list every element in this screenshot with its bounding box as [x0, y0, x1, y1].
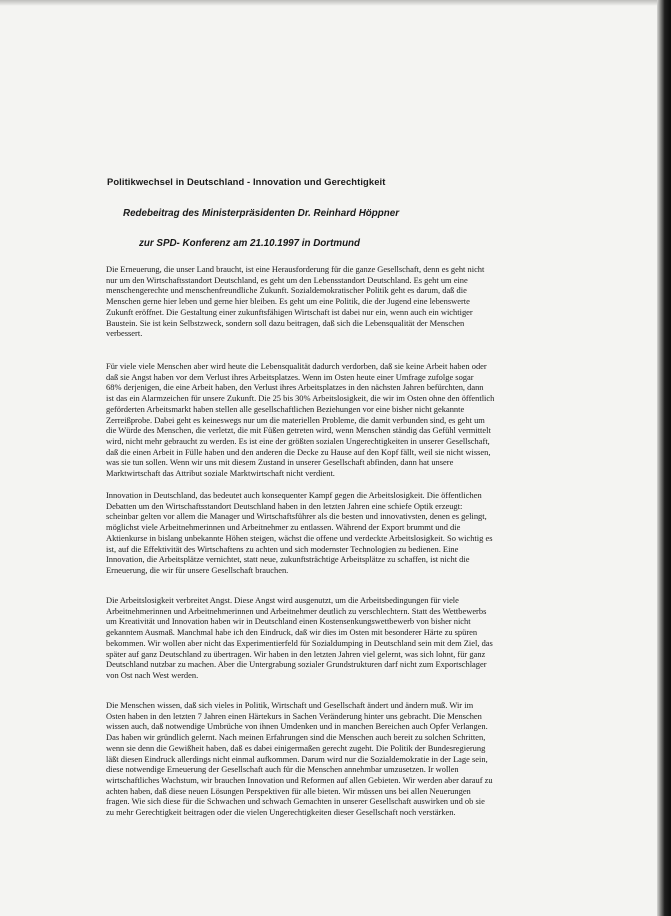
text-line: bekommen. Wir wollen aber nicht das Experimentierfeld für Sozialdumping in Deutschland sein mit dem Ziel, das [106, 637, 493, 648]
document-heading: Politikwechsel in Deutschland - Innovation und Gerechtigkeit [107, 176, 386, 187]
text-line: läßt diesen Eindruck allerdings nicht einmal aufkommen. Darum wird nur die Sozialdemokratie in der Lage sein, [106, 753, 488, 764]
text-line: wenn sie denn die Gewißheit haben, daß es dabei einigermaßen gerecht zugeht. Die Politik der Bundesregierung [106, 742, 486, 753]
text-line: wirtschaftliches Wachstum, wir brauchen Innovation und Reformen auf allen Gebieten. Wir werden aber darauf zu [106, 774, 493, 785]
text-line: Baustein. Sie ist kein Selbstzweck, sondern soll dazu beitragen, daß sich die Lebensqualität der Menschen [106, 317, 465, 328]
text-line: Erneuerung, die wir für unsere Gesellschaft brauchen. [106, 564, 289, 575]
text-line: geförderten Arbeitsmarkt haben stellen alle gesellschaftlichen Beziehungen vor eine bisher nicht gekannte [106, 403, 465, 414]
paragraph-5 [106, 700, 646, 818]
paragraph-4 [106, 595, 646, 681]
text-line: Debatten um den Wirtschaftsstandort Deutschland haben in den letzten Jahren eine schiefe Optik erzeugt: [106, 500, 463, 511]
text-line: Innovation in Deutschland, das bedeutet auch konsequenter Kampf gegen die Arbeitslosigkeit. Die öffentlichen [106, 490, 482, 500]
text-line: ist, auf die Effektivität des Wirtschaftens zu achten und sich modernster Technologien zu bedienen. Eine [106, 543, 459, 554]
text-line: gekanntem Ausmaß. Manchmal habe ich den Eindruck, daß wir dies im Osten mit besonderer Härte zu spüren [106, 627, 478, 638]
text-line: verbessert. [106, 328, 143, 339]
text-line: Die Arbeitslosigkeit verbreitet Angst. Diese Angst wird ausgenutzt, um die Arbeitsbedingungen für viele [106, 595, 459, 605]
text-line: Innovation, die Arbeitsplätze vernichtet, statt neue, zukunftsträchtige Arbeitsplätze zu schaffen, ist nicht die [106, 554, 470, 565]
text-line: wissen auch, daß notwendige Umbrüche von ihnen Umdenken und in manchen Bereichen auch Opfer Verlangen. [106, 721, 488, 732]
text-line: um Kreativität und Innovation haben wir in Deutschland einen Kostensenkungswettbewerb von bisher nicht [106, 616, 471, 627]
paragraph-3 [106, 490, 646, 576]
text-line: Zerreißprobe. Dabei geht es keineswegs nur um die materiellen Probleme, die damit verbunden sind, es geht um [106, 414, 485, 425]
text-line: wird, nicht mehr gebraucht zu werden. Es ist eine der größten sozialen Ungerechtigkeiten in unserer Gesellschaft, [106, 435, 490, 446]
text-line: möglichst viele Arbeitnehmerinnen und Arbeitnehmer zu entlassen. Während der Export brummt und die [106, 522, 461, 533]
text-line: Die Erneuerung, die unser Land braucht, ist eine Herausforderung für die ganze Gesellschaft, denn es geht nicht [106, 264, 485, 274]
text-line: menschengerechte und menschenfreundliche Zukunft. Sozialdemokratischer Politik geht es darum, daß die [106, 285, 467, 296]
text-line: Zukunft eröffnet. Die Gestaltung einer zukunftsfähigen Wirtschaft ist dabei nur ein, wenn auch ein wichtiger [106, 306, 473, 317]
text-line: diese notwendige Erneuerung der Gesellschaft auch für die Menschen annehmbar umzusetzen. Ir wollen [106, 764, 459, 775]
conference-subtitle: zur SPD- Konferenz am 21.10.1997 in Dortmund [139, 238, 361, 249]
text-line: scheinbar gelten vor allem die Manager und Wirtschaftsführer als die besten und innovativsten, denen es gelingt, [106, 511, 487, 522]
scan-right-edge [657, 0, 671, 916]
text-line: später auf ganz Deutschland zu übertragen. Wir haben in den letzten Jahren viel gelernt, was sich lohnt, für ganz [106, 648, 486, 659]
text-line: nur um den Wirtschaftsstandort Deutschland, es geht um den Lebensstandort Deutschland. Es geht um eine [106, 274, 468, 285]
text-line: fragen. Wie sich diese für die Schwachen und schwach Gemachten in unserer Gesellschaft auswirken und ob sie [106, 796, 485, 807]
text-line: daß die einen Arbeit in Fülle haben und den anderen die Decke zu Hause auf den Kopf fällt, weil sie nicht wissen, [106, 446, 491, 457]
text-line: achten haben, daß diese neuen Lösungen Perspektiven für alle bieten. Wir müssen uns bei allen Neuerungen [106, 785, 471, 796]
text-line: Osten haben in den letzten 7 Jahren einen Härtekurs in Sachen Veränderung hinter uns gebracht. Die Menschen [106, 710, 482, 721]
text-line: von Ost nach West werden. [106, 669, 199, 680]
text-line: Marktwirtschaft das Attribut soziale Marktwirtschaft nicht verdient. [106, 468, 335, 479]
text-line: Die Menschen wissen, daß sich vieles in Politik, Wirtschaft und Gesellschaft ändert und ändern muß. Wir im [106, 700, 474, 710]
text-line: zu mehr Gerechtigkeit beitragen oder die vielen Ungerechtigkeiten dieser Gesellschaft noch verstärken. [106, 807, 456, 818]
text-line: die Würde des Menschen, die verletzt, die mit Füßen getreten wird, wenn Menschen ständig das Gefühl vermittelt [106, 425, 491, 436]
text-line: Deutschland nutzbar zu machen. Aber die Untergrabung sozialer Grundstrukturen darf nicht zum Exportschlager [106, 659, 487, 670]
text-line: Das haben wir gründlich gelernt. Nach meinen Erfahrungen sind die Menschen auch bereit zu solchen Schritten, [106, 732, 486, 743]
paragraph-1 [106, 264, 646, 339]
scan-top-edge [0, 0, 671, 6]
text-line: Für viele viele Menschen aber wird heute die Lebensqualität dadurch verdorben, daß sie keine Arbeit haben oder [106, 361, 487, 371]
text-line: daß sie Angst haben vor dem Verlust ihres Arbeitsplatzes. Wenn im Osten heute einer Umfrage zufolge sogar [106, 371, 474, 382]
text-line: was sie tun sollen. Wenn wir uns mit diesem Zustand in unserer Gesellschaft abfinden, dann hat unsere [106, 457, 454, 468]
text-line: 68% derjenigen, die eine Arbeit haben, den Verlust ihres Arbeitsplatzes in den nächsten Jahren befürchten, dann [106, 382, 484, 393]
speech-subtitle: Redebeitrag des Ministerpräsidenten Dr. Reinhard Höppner [123, 208, 400, 219]
text-line: Menschen gerne hier leben und gerne hier bleiben. Es geht um eine Politik, die der Jugend eine lebenswerte [106, 296, 470, 307]
text-line: Aktienkurse in bislang unbekannte Höhen steigen, wächst die offene und verdeckte Arbeitslosigkeit. So wichtig es [106, 532, 493, 543]
text-line: Arbeitnehmerinnen und Arbeitnehmerinnen und Arbeitnehmer deutlich zu verschlechtern. Statt des Wettbewerbs [106, 605, 487, 616]
text-line: ist das ein Alarmzeichen für unsere Zukunft. Die 25 bis 30% Arbeitslosigkeit, die wir im Osten ohne den öffentlich [106, 393, 495, 404]
paragraph-2 [106, 361, 646, 479]
